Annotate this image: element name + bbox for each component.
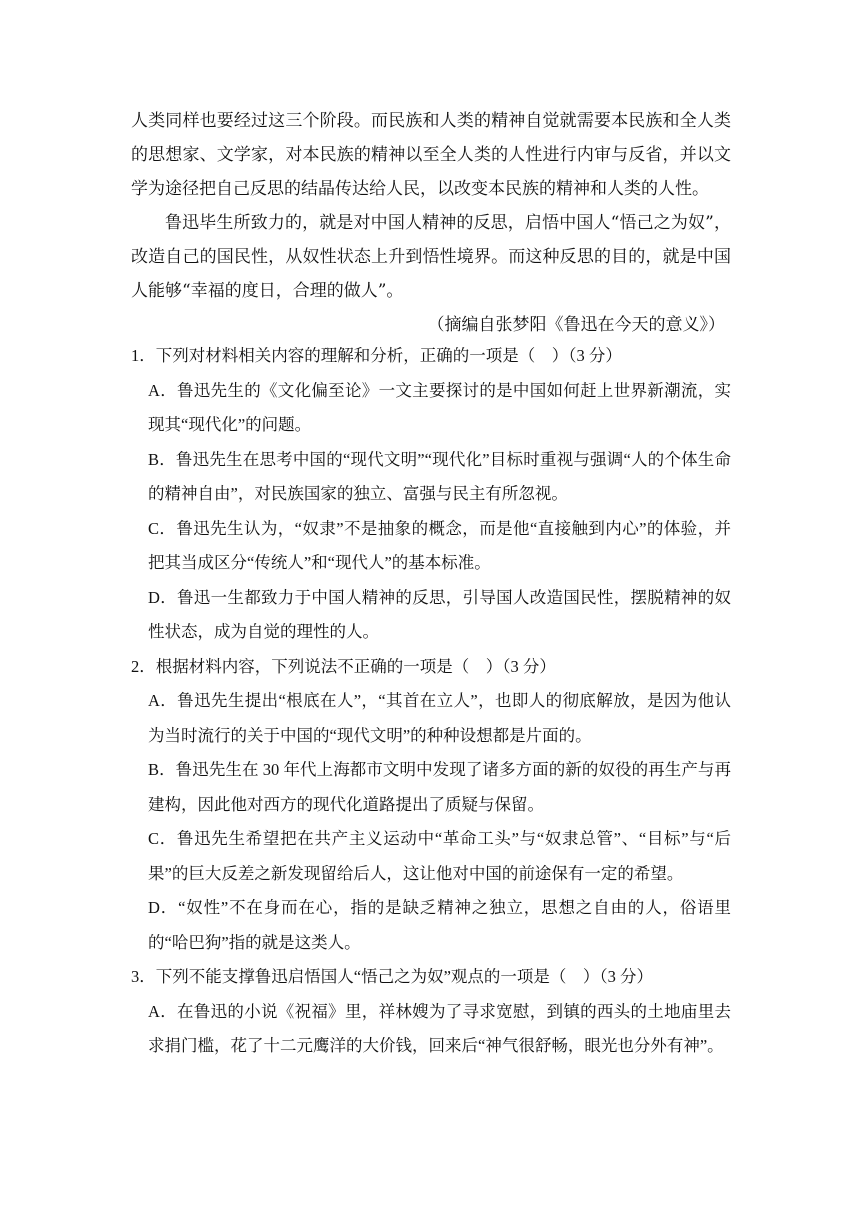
question-2 (131, 650, 731, 961)
question-stem: 3．下列不能支撑鲁迅启悟国人“悟己之为奴”观点的一项是（ ）（3 分） (131, 967, 654, 986)
question-stem: 1．下列对材料相关内容的理解和分析，正确的一项是（ ）（3 分） (131, 346, 622, 365)
option-d: D．鲁迅一生都致力于中国人精神的反思，引导国人改造国民性，摆脱精神的奴性状态，成为自觉的理性的人。 (148, 587, 731, 641)
option-a: A．在鲁迅的小说《祝福》里，祥林嫂为了寻求宽慰，到镇的西头的土地庙里去求捐门槛，花了十二元鹰洋的大价钱，回来后“神气很舒畅，眼光也分外有神”。 (148, 1001, 731, 1055)
option-c: C．鲁迅先生认为，“奴隶”不是抽象的概念，而是他“直接触到内心”的体验，并把其当成区分“传统人”和“现代人”的基本标准。 (148, 518, 731, 572)
option-a: A．鲁迅先生的《文化偏至论》一文主要探讨的是中国如何赶上世界新潮流，实现其“现代化”的问题。 (148, 380, 731, 434)
passage-source: （摘编自张梦阳《鲁迅在今天的意义》） (427, 315, 725, 335)
option-b: B．鲁迅先生在思考中国的“现代文明”“现代化”目标时重视与强调“人的个体生命的精神自由”，对民族国家的独立、富强与民主有所忽视。 (148, 449, 731, 503)
option-a: A．鲁迅先生提出“根底在人”，“其首在立人”，也即人的彻底解放，是因为他认为当时流行的关于中国的“现代文明”的种种设想都是片面的。 (148, 691, 731, 745)
option-b: B．鲁迅先生在 30 年代上海都市文明中发现了诸多方面的新的奴役的再生产与再建构，因此他对西方的现代化道路提出了质疑与保留。 (148, 760, 731, 814)
question-list (131, 339, 731, 1064)
question-3 (131, 960, 731, 1064)
question-1 (131, 339, 731, 650)
option-d: D．“奴性”不在身而在心，指的是缺乏精神之独立，思想之自由的人，俗语里的“哈巴狗”指的就是这类人。 (148, 898, 731, 952)
option-c: C．鲁迅先生希望把在共产主义运动中“革命工头”与“奴隶总管”、“目标”与“后果”的巨大反差之新发现留给后人，这让他对中国的前途保有一定的希望。 (148, 829, 731, 883)
question-stem: 2．根据材料内容，下列说法不正确的一项是（ ）（3 分） (131, 656, 556, 676)
passage-paragraph-2: 鲁迅毕生所致力的，就是对中国人精神的反思，启悟中国人“悟己之为奴”，改造自己的国民性，从奴性状态上升到悟性境界。而这种反思的目的，就是中国人能够“幸福的度日，合理的做人”。 (131, 213, 731, 301)
reading-passage (131, 104, 731, 342)
passage-paragraph-1: 人类同样也要经过这三个阶段。而民族和人类的精神自觉就需要本民族和全人类的思想家、文学家，对本民族的精神以至全人类的人性进行内审与反省，并以文学为途径把自己反思的结晶传达给人民，以改变本民族的精神和人类的人性。 (131, 111, 731, 199)
